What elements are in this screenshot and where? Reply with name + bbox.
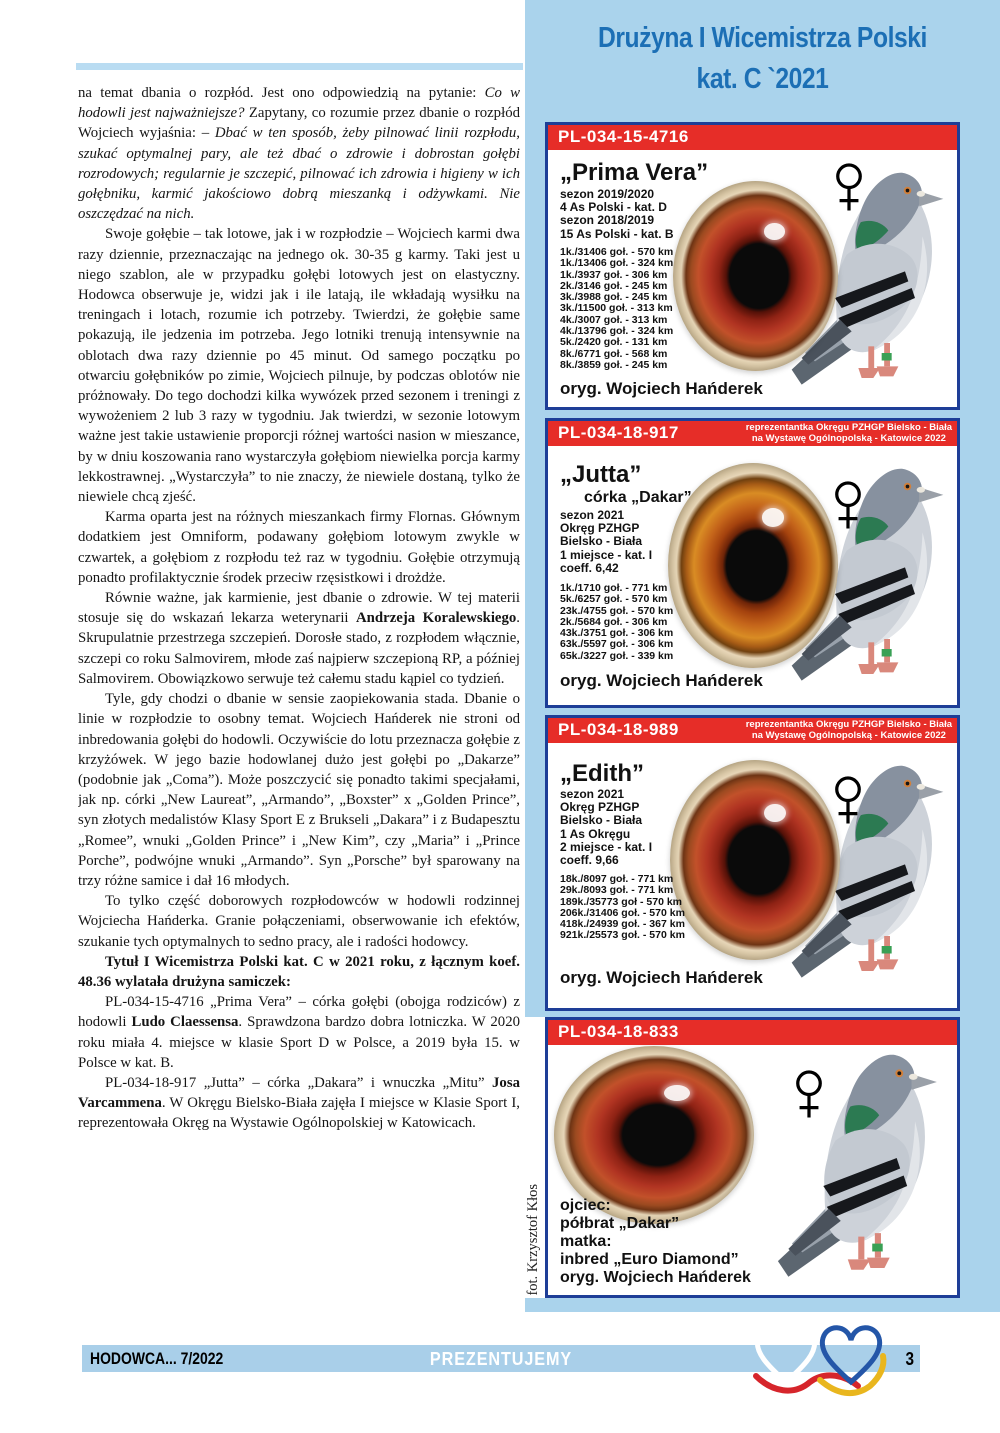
female-symbol-icon	[830, 774, 866, 828]
list-line: 29k./8093 goł. - 771 km	[560, 884, 674, 897]
text-segment: Równie ważne, jak karmienie, jest dbanie o zdrowie. W tej materii stosuje się do wskazań lekarza weterynarii	[78, 590, 520, 627]
list-line: matka:	[560, 1233, 612, 1250]
list-line: oryg. Wojciech Hańderek	[560, 1269, 751, 1286]
list-line: sezon 2021	[560, 787, 625, 801]
article-paragraph	[78, 689, 520, 891]
text-segment: PL-034-18-917 „Jutta” – córka „Dakara” i wnuczka „Mitu”	[105, 1074, 493, 1091]
list-line: na Wystawę Ogólnopolską - Katowice 2022	[751, 729, 946, 741]
list-line: ojciec:	[560, 1197, 611, 1214]
text-segment: To tylko część doborowych rozpłodowców w hodowli rodzinnej Wojciecha Hańderka. Granie połączeniami, obserwowanie ich efektów, szukanie tych optymalnych to sedno pracy, ale i radości hodowcy.	[78, 893, 520, 950]
presentation-panel	[525, 0, 1000, 1312]
panel-title-line1: Drużyna I Wicemistrza Polski	[597, 22, 927, 54]
pigeon-eye-photo	[668, 463, 838, 668]
ring-band	[548, 1020, 957, 1045]
column-top-rule	[76, 63, 523, 70]
text-segment: Swoje gołębie – tak lotowe, jak i w rozpłodzie – Wojciech karmi dwa razy dziennie, przeznaczając na jednego ok. 30-35 g karmy. Taki jest u niego szablon, ale w przypadku gołębi lotowych jest on elastyczny. Hodowca obserwuje je, widzi jak i ile latają, ile wkładają wysiłku na treningach i lotach, rozumie ich potrzeby. Twierdzi, że gołębie same pokazują, ile jedzenia im potrzeba. Jego lotniki trenują intensywnie na oblotach dwa razy dziennie po 45 minut. Od samego początku po otwarciu gołębników po zimie, Wojciech pilnuje, by podczas oblotów nie próżnowały. Do tego dochodzi kilka wywózek przed sezonem i treningi z wywożeniem 2 lub 3 razy w tygodniu. Jak twierdzi, w sezonie lotowym ważne jest takie ustawienie proporcji różnej wartości nasion w mieszance, by w dniu koszowania rano wystarczyła gołębiom niewielka porcja karmy lekkostrawnej. „Wystarczyła” to nie znaczy, że niewiele dostaną, tylko że niewiele chcą zjeść.	[78, 226, 520, 506]
article-paragraph	[78, 1073, 520, 1134]
pigeon-eye-photo	[673, 181, 838, 371]
photo-credit-strip	[523, 1017, 545, 1298]
magazine-issue-label: HODOWCA... 7/2022	[90, 1349, 224, 1368]
article-paragraph	[78, 224, 520, 507]
pigeon-card-833	[545, 1017, 960, 1298]
list-line: 4 As Polski - kat. D	[560, 200, 667, 215]
article-paragraph	[78, 83, 520, 224]
female-symbol-icon	[831, 161, 867, 215]
list-line: sezon 2018/2019	[560, 213, 655, 228]
list-line: Bielsko - Biała	[560, 813, 643, 828]
origin-label: oryg. Wojciech Hańderek	[560, 379, 763, 398]
article-paragraph	[78, 588, 520, 689]
list-line: na Wystawę Ogólnopolską - Katowice 2022	[751, 432, 946, 444]
list-line: reprezentantka Okręgu PZHGP Bielsko - Biała	[745, 422, 952, 433]
list-line: sezon 2021	[560, 508, 625, 522]
article-paragraph	[78, 507, 520, 588]
text-segment: na temat dbania o rozpłód. Jest ono odpowiedzią na pytanie:	[78, 85, 485, 101]
list-line: 1 As Okręgu	[560, 826, 631, 841]
list-line: 23k./4755 goł. - 570 km	[560, 604, 674, 617]
text-segment: Dbać w ten sposób, żeby pilnować linii rozpłodu, szukać optymalnej pary, ale też dbać o zdrowie i dobrostan gołębi rozrodowych; regularnie je szczepić, pilnować ich zdrowia i higieny w ich gołębniku, karmić jakościowo dobrą mieszanką i odżywkami. Nie oszczędzać na nich.	[78, 125, 520, 223]
list-line: 63k./5597 goł. - 306 km	[560, 638, 674, 651]
list-line: 65k./3227 goł. - 339 km	[560, 649, 674, 662]
ring-number: PL-034-18-989	[558, 720, 679, 739]
list-line: 18k./8097 goł. - 771 km	[560, 873, 674, 885]
ring-band	[548, 718, 957, 743]
list-line: 2 miejsce - kat. I	[560, 839, 653, 854]
ring-band	[548, 421, 957, 446]
text-segment: Tyle, gdy chodzi o dbanie w sensie zaopiekowania stada. Dbanie o linie w rozpłodzie to osobny temat. Wojciech Hańderek nie stroni od inbredowania gołębi do hodowli. Oczywiście do lotu przeznacza gołębie z krzyżówek. W jego bazie hodowlanej dużo jest gołębi po „Dakarze” (podobnie jak „Coma”). Może poszczycić się ponadto takimi specjałami, jak np. córki „New Laureat”, „Armando”, „Boxster” x „Golden Prince”, syn złotych medalistów Klasy Sport E z Brukseli „Dakara” i z Budapesztu „Romee”, wnuki „Golden Prince” i „New Kim”, czy „Maria” i „Prince Porche”, podwójne wnuki „Armando”. Syn „Porsche” był sparowany na trzy różne samice i dał 16 młodych.	[78, 691, 520, 889]
list-line: reprezentantka Okręgu PZHGP Bielsko - Biała	[745, 719, 952, 730]
text-segment: Zapytany, co rozumie przez dbanie o rozpłód Wojciech wyjaśnia: –	[78, 105, 520, 142]
pigeon-info	[560, 188, 674, 241]
text-segment: Josa Varcammena	[78, 1074, 520, 1112]
text-segment: . Skrupulatnie przestrzega szczepień. Dorosłe stado, z rozpłodem włącznie, szczepi co roku Salmovirem, młode zaś najpierw szczepioną RP, a później Salmovirem. Obowiązkowo serwuje też całemu stadu kąpiel co tydzień.	[78, 610, 520, 687]
list-line: 1k./31406 goł. - 570 km	[560, 246, 674, 258]
panel-title-line2: kat. C `2021	[696, 63, 829, 95]
text-segment: . Sprawdzona bardzo dobra lotniczka. W 2020 roku miała 4. miejsce w klasie Sport D w Polsce, a 2019 była 15. w Polsce w kat. B.	[78, 1014, 520, 1071]
pigeon-card-jutta	[545, 418, 960, 708]
pigeon-name: „Edith”	[560, 760, 644, 787]
race-results	[560, 874, 685, 942]
panel-title	[525, 0, 1000, 100]
race-results	[560, 247, 673, 371]
text-segment: PL-034-15-4716 „Prima Vera” – córka gołębi (obojga rodziców) z hodowli	[78, 994, 520, 1031]
page-number: 3	[905, 1349, 914, 1369]
list-line: inbred „Euro Diamond”	[560, 1251, 739, 1268]
article-paragraph	[78, 992, 520, 1073]
text-segment: Andrzeja Koralewskiego	[355, 610, 517, 627]
text-segment: . W Okręgu Bielsko-Biała zajęła I miejsce w Klasie Sport I, reprezentowała Okręg na Wystawie Ogólnopolskiej w Katowicach.	[78, 1095, 520, 1132]
origin-label: oryg. Wojciech Hańderek	[560, 968, 763, 987]
pigeon-card-prima-vera	[545, 122, 960, 410]
pigeon-info	[560, 509, 652, 575]
text-segment: Tytuł I Wicemistrza Polski kat. C w 2021 roku, z łącznym koef. 48.36 wylatała drużyna samiczek:	[78, 953, 520, 990]
list-line: półbrat „Dakar”	[560, 1215, 680, 1232]
origin-label: oryg. Wojciech Hańderek	[560, 671, 763, 690]
list-line: 1k./13406 goł. - 324 km	[560, 257, 674, 270]
list-line: 2k./3146 goł. - 245 km	[560, 279, 668, 292]
article-paragraph	[78, 952, 520, 992]
list-line: Bielsko - Biała	[560, 534, 643, 549]
list-line: 3k./3988 goł. - 245 km	[560, 291, 668, 304]
text-segment: Ludo Claessensa	[131, 1014, 239, 1031]
exhibition-note	[746, 720, 952, 741]
ring-number: PL-034-18-833	[558, 1022, 679, 1041]
list-line: 418k./24939 goł. - 367 km	[560, 918, 685, 931]
ring-number: PL-034-18-917	[558, 423, 679, 442]
list-line: 8k./3859 goł. - 245 km	[560, 358, 668, 371]
list-line: 4k./3007 goł. - 313 km	[560, 313, 668, 326]
article-paragraph	[78, 891, 520, 952]
female-symbol-icon	[791, 1068, 827, 1122]
list-line: 1 miejsce - kat. I	[560, 547, 653, 562]
pigeon-card-edith	[545, 715, 960, 1011]
pigeon-subtitle: córka „Dakar”	[584, 489, 692, 506]
list-line: 43k./3751 goł. - 306 km	[560, 627, 674, 640]
list-line: sezon 2019/2020	[560, 187, 655, 201]
text-segment: Karma oparta jest na różnych mieszankach firmy Flornas. Głównym dodatkiem jest Omniform, podawany gołębiom lotowym zwykle w czwartek, a gołębiom z rozpłodu też raz w tygodniu. Gołębie otrzymują ponadto profilaktycznie środek przeciw rzęsistkowi i drożdże.	[78, 509, 520, 586]
list-line: 8k./6771 goł. - 568 km	[560, 347, 668, 360]
list-line: 1k./3937 goł. - 306 km	[560, 268, 668, 281]
list-line: Okręg PZHGP	[560, 800, 640, 815]
list-line: Okręg PZHGP	[560, 521, 640, 536]
ring-number: PL-034-15-4716	[558, 127, 689, 146]
list-line: 189k./35773 goł - 570 km	[560, 895, 682, 908]
list-line: 2k./5684 goł. - 306 km	[560, 615, 668, 628]
hearts-logo-icon	[750, 1316, 890, 1408]
ring-band	[548, 125, 957, 150]
list-line: 1k./1710 goł. - 771 km	[560, 582, 668, 594]
list-line: coeff. 9,66	[560, 853, 619, 868]
pigeon-name: „Prima Vera”	[560, 159, 709, 186]
parentage-text	[560, 1197, 751, 1287]
list-line: 15 As Polski - kat. B	[560, 226, 674, 241]
text-segment: Co w hodowli jest najważniejsze?	[78, 85, 520, 122]
pigeon-info	[560, 788, 652, 867]
list-line: 3k./11500 goł. - 313 km	[560, 302, 673, 315]
race-results	[560, 583, 673, 662]
list-line: 4k./13796 goł. - 324 km	[560, 325, 674, 338]
article-text-column	[78, 83, 520, 1338]
exhibition-note	[746, 423, 952, 444]
list-line: 206k./31406 goł. - 570 km	[560, 906, 685, 919]
section-label: PREZENTUJEMY	[429, 1349, 573, 1369]
list-line: coeff. 6,42	[560, 560, 619, 575]
list-line: 5k./2420 goł. - 131 km	[560, 336, 668, 349]
list-line: 921k./25573 goł. - 570 km	[560, 929, 685, 942]
female-symbol-icon	[830, 479, 866, 533]
pigeon-eye-photo	[670, 760, 840, 960]
list-line: 5k./6257 goł. - 570 km	[560, 593, 668, 606]
photo-credit: fot. Krzysztof Kłos	[525, 1184, 541, 1296]
pigeon-name: „Jutta”	[560, 461, 642, 488]
